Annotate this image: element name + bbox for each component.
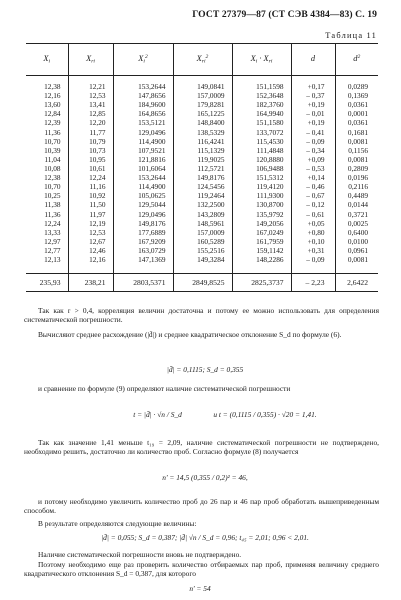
table-cell: 11,97 <box>68 210 113 219</box>
table-total-cell: 238,21 <box>68 274 113 292</box>
table-caption: Таблица 11 <box>325 31 377 40</box>
table-spacer <box>26 264 378 274</box>
table-cell: 0,0361 <box>347 100 368 110</box>
table-row <box>26 191 378 200</box>
table-row <box>26 91 378 100</box>
table-body <box>26 76 378 292</box>
table-cell: 120,8880 <box>232 155 291 164</box>
formula-t-definition: t = |d̄| · √n / S_d <box>133 410 182 419</box>
table-cell: 10,08 <box>26 164 68 173</box>
table-cell: 10,79 <box>68 137 113 146</box>
table-cell: 152,3648 <box>232 91 291 100</box>
table-cell: 155,2516 <box>173 246 232 255</box>
table-cell: 114,4900 <box>113 182 173 191</box>
table-cell: 138,5329 <box>173 128 232 137</box>
table-cell: 0,0289 <box>347 82 368 91</box>
table-cell: 167,9209 <box>113 237 173 246</box>
table-cell: 12,38 <box>26 82 68 91</box>
table-cell: 10,39 <box>26 146 68 155</box>
table-cell: 133,7072 <box>232 128 291 137</box>
table-cell: 167,0249 <box>232 228 291 237</box>
table-cell: 106,9488 <box>232 164 291 173</box>
table-cell: +0,19 <box>291 100 335 109</box>
table-cell: – 0,67 <box>291 191 335 200</box>
table-cell: 119,9025 <box>173 155 232 164</box>
table-cell: 12,24 <box>68 173 113 182</box>
table-cell: 12,16 <box>68 255 113 264</box>
table-cell: 165,1225 <box>173 109 232 118</box>
table-cell: 149,0841 <box>173 82 232 91</box>
table-cell: 0,0001 <box>347 109 368 119</box>
table-cell: 11,36 <box>26 128 68 137</box>
table-cell: 12,46 <box>68 246 113 255</box>
table-row <box>26 155 378 164</box>
table-cell: 0,1369 <box>347 91 368 101</box>
table-cell: 11,50 <box>68 200 113 209</box>
table-cell: – 0,37 <box>291 91 335 100</box>
table-cell: 0,1156 <box>348 145 368 155</box>
table-cell: 10,92 <box>68 191 113 200</box>
text-recheck: Поэтому необходимо еще раз проверить количество отбираемых пар проб, применяя величину среднего квадратического отклонения S_d = 0,387, для которого <box>24 560 379 579</box>
table-cell: 164,8656 <box>113 109 173 118</box>
table-cell: 149,8176 <box>173 173 232 182</box>
text-increase: и потому необходимо увеличить количество проб до 26 пар и 46 пар проб обработать вышеприведенным способом. <box>24 497 379 516</box>
table-cell: 10,25 <box>26 191 68 200</box>
table-cell: 0,0144 <box>347 200 368 210</box>
table-cell: 0,2809 <box>347 163 368 173</box>
formula-sample-count: n' = 14,5 (0,355 / 0,2)² = 46, <box>162 473 248 482</box>
col-header-d: d <box>291 44 335 76</box>
table-cell: 12,24 <box>26 219 68 228</box>
text-results: В результате определяются следующие величины: <box>38 519 197 528</box>
table-cell: 11,16 <box>68 182 113 191</box>
table-cell: 151,1598 <box>232 82 291 91</box>
table-cell: – 0,53 <box>291 164 335 173</box>
table-row <box>26 219 378 228</box>
table-total-cell: 2803,5371 <box>113 274 173 292</box>
table-cell: 115,1329 <box>173 146 232 155</box>
paragraph-correlation <box>24 306 379 325</box>
table-cell: 148,2286 <box>232 255 291 264</box>
table-cell: 148,8400 <box>173 118 232 127</box>
table-cell: 130,8700 <box>232 200 291 209</box>
table-cell: 164,9940 <box>232 109 291 118</box>
col-header-product: $X_i \cdot X_{ri}$ <box>232 44 291 76</box>
table-cell: 10,61 <box>68 164 113 173</box>
table-cell: 119,4120 <box>232 182 291 191</box>
table-total-cell: 2825,3737 <box>232 274 291 292</box>
table-cell: 157,0009 <box>173 228 232 237</box>
table-row <box>26 109 378 118</box>
table-cell: 12,19 <box>68 219 113 228</box>
table-cell: 147,8656 <box>113 91 173 100</box>
table-row <box>26 164 378 173</box>
col-header-xri: $X_{ri}$ <box>68 44 113 76</box>
table-cell: 12,53 <box>68 228 113 237</box>
table-cell: – 0,01 <box>291 109 335 118</box>
col-header-xri-squared: $X_{ri}^2$ <box>173 44 232 76</box>
table-cell: +0,09 <box>291 155 335 164</box>
table-cell: 101,6064 <box>113 164 173 173</box>
table-cell: 151,5312 <box>232 173 291 182</box>
table-cell: 11,04 <box>26 155 68 164</box>
table-row <box>26 210 378 219</box>
table-cell: 0,0100 <box>347 236 368 246</box>
col-header-xi-squared: $X_i^2$ <box>113 44 173 76</box>
table-cell: 132,2500 <box>173 200 232 209</box>
table-cell: 119,2464 <box>173 191 232 200</box>
table-cell: 10,70 <box>26 182 68 191</box>
table-cell: 11,77 <box>68 128 113 137</box>
table-total-cell: 2,6422 <box>335 274 378 292</box>
table-cell: 177,6889 <box>113 228 173 237</box>
table-cell: 12,84 <box>26 109 68 118</box>
table-cell: 12,39 <box>26 118 68 127</box>
table-cell: 0,0081 <box>347 255 368 265</box>
table-cell: 12,67 <box>68 237 113 246</box>
table-cell: 143,2809 <box>173 210 232 219</box>
table-cell: 148,5961 <box>173 219 232 228</box>
table-cell: 0,1681 <box>347 127 368 137</box>
table-cell: 153,2644 <box>113 82 173 91</box>
table-cell: 121,8816 <box>113 155 173 164</box>
table-cell: 129,5044 <box>113 200 173 209</box>
table-cell: 0,0961 <box>347 245 368 255</box>
data-table <box>26 43 378 292</box>
formula-mean-and-sd: |d̄| = 0,1115; S_d = 0,355 <box>166 365 244 374</box>
table-cell: 153,5121 <box>113 118 173 127</box>
table-cell: – 0,46 <box>291 182 335 191</box>
table-row <box>26 182 378 191</box>
text-comparison: Так как значение 1,41 меньше t₁₉ = 2,09, наличие систематической погрешности не подтверждено, необходимо решить, достаточно ли количество проб. Согласно формуле (8) получается <box>24 438 379 457</box>
table-cell: 13,41 <box>68 100 113 109</box>
table-cell: +0,31 <box>291 246 335 255</box>
formula-results: |d̄| = 0,055; S_d = 0,387; |d̄| √n / S_d = 0,96; t₄₅ = 2,01; 0,96 < 2,01. <box>101 533 309 542</box>
text-systematic-error: и сравнение по формуле (9) определяют наличие систематической погрешности <box>38 384 291 393</box>
table-row <box>26 255 378 264</box>
table-cell: 0,2116 <box>348 182 368 192</box>
paragraph-increase <box>24 497 379 516</box>
table-cell: +0,17 <box>291 82 335 91</box>
table-cell: 111,4848 <box>232 146 291 155</box>
table-cell: 159,1142 <box>232 246 291 255</box>
table-row <box>26 173 378 182</box>
table-cell: +0,19 <box>291 118 335 127</box>
formula-t-value: и t = (0,1115 / 0,355) · √20 = 1,41. <box>213 410 317 419</box>
table-row <box>26 228 378 237</box>
table-cell: 153,2644 <box>113 173 173 182</box>
paragraph-comparison <box>24 438 379 457</box>
table-cell: 149,3284 <box>173 255 232 264</box>
table-cell: +0,80 <box>291 228 335 237</box>
table-cell: 115,4530 <box>232 137 291 146</box>
table-cell: 157,0009 <box>173 91 232 100</box>
table-row <box>26 200 378 209</box>
table-cell: +0,14 <box>291 173 335 182</box>
table-cell: 12,16 <box>26 91 68 100</box>
table-cell: 160,5289 <box>173 237 232 246</box>
table-cell: 10,73 <box>68 146 113 155</box>
text-correlation: Так как r > 0,4, корреляция величин достаточна и потому ее можно использовать для определения систематической погрешности. <box>24 306 379 325</box>
table-cell: 13,33 <box>26 228 68 237</box>
paragraph-not-confirmed <box>24 550 379 559</box>
table-row <box>26 137 378 146</box>
table-cell: 147,1369 <box>113 255 173 264</box>
table-cell: 0,0081 <box>347 154 368 164</box>
page-header: ГОСТ 27379—87 (СТ СЭВ 4384—83) С. 19 <box>192 9 377 20</box>
table-total-cell: 235,93 <box>26 274 68 292</box>
table-cell: 163,0729 <box>113 246 173 255</box>
paragraph-mean-difference <box>24 330 379 339</box>
table-totals-row <box>26 274 378 292</box>
table-cell: – 0,41 <box>291 128 335 137</box>
table-cell: 10,70 <box>26 137 68 146</box>
table-total-cell: – 2,23 <box>291 274 335 292</box>
table-row <box>26 146 378 155</box>
table-cell: 116,4241 <box>173 137 232 146</box>
table-cell: 11,36 <box>26 210 68 219</box>
table-cell: 135,9792 <box>232 210 291 219</box>
table-cell: 161,7959 <box>232 237 291 246</box>
table-cell: 129,0496 <box>113 128 173 137</box>
table-cell: 149,8176 <box>113 219 173 228</box>
paragraph-systematic-error <box>24 384 379 393</box>
table-cell: 0,0081 <box>347 136 368 146</box>
table-cell: 12,21 <box>68 82 113 91</box>
table-row <box>26 246 378 255</box>
table-cell: 0,0196 <box>347 173 368 183</box>
formula-final-count: n' = 54 <box>189 584 211 593</box>
table-total-cell: 2849,8525 <box>173 274 232 292</box>
table-cell: – 0,61 <box>291 210 335 219</box>
table-cell: 149,2056 <box>232 219 291 228</box>
table-cell: 0,6400 <box>347 227 368 237</box>
table-cell: +0,05 <box>291 219 335 228</box>
table-cell: 12,77 <box>26 246 68 255</box>
table-header-row <box>26 44 378 76</box>
table-row <box>26 82 378 91</box>
col-header-xi: $X_i$ <box>26 44 68 76</box>
table-cell: 129,0496 <box>113 210 173 219</box>
table-cell: 151,1580 <box>232 118 291 127</box>
table-cell: +0,10 <box>291 237 335 246</box>
table-row <box>26 118 378 127</box>
table-cell: 184,9600 <box>113 100 173 109</box>
table-cell: 182,3760 <box>232 100 291 109</box>
paragraph-recheck <box>24 560 379 579</box>
table-cell: 11,38 <box>26 200 68 209</box>
table-cell: 13,60 <box>26 100 68 109</box>
table-cell: 0,0361 <box>347 118 368 128</box>
table-cell: 0,0025 <box>347 218 368 228</box>
table-row <box>26 100 378 109</box>
table-cell: – 0,12 <box>291 200 335 209</box>
table-cell: 12,20 <box>68 118 113 127</box>
table-cell: 0,4489 <box>347 191 368 201</box>
paragraph-results <box>24 519 379 528</box>
table-cell: 10,95 <box>68 155 113 164</box>
col-header-d-squared: $d^2$ <box>335 44 378 76</box>
table-cell: 0,3721 <box>347 209 368 219</box>
table-cell: – 0,09 <box>291 137 335 146</box>
table-cell: 12,13 <box>26 255 68 264</box>
table-cell: 12,97 <box>26 237 68 246</box>
table-cell: 105,0625 <box>113 191 173 200</box>
text-not-confirmed: Наличие систематической погрешности вновь не подтверждено. <box>38 550 242 559</box>
text-mean-difference: Вычисляют среднее расхождение (|d̄|) и среднее квадратическое отклонение S_d по формуле (6). <box>38 330 342 339</box>
table-row <box>26 237 378 246</box>
table-cell: 12,38 <box>26 173 68 182</box>
table-cell: 114,4900 <box>113 137 173 146</box>
table-cell: – 0,09 <box>291 255 335 264</box>
table-cell: 124,5456 <box>173 182 232 191</box>
table-cell: 112,5721 <box>173 164 232 173</box>
table-cell: 111,9300 <box>232 191 291 200</box>
table-row <box>26 128 378 137</box>
table-cell: – 0,34 <box>291 146 335 155</box>
table-cell: 12,53 <box>68 91 113 100</box>
table-cell: 12,85 <box>68 109 113 118</box>
table-cell: 179,8281 <box>173 100 232 109</box>
table-cell: 107,9521 <box>113 146 173 155</box>
